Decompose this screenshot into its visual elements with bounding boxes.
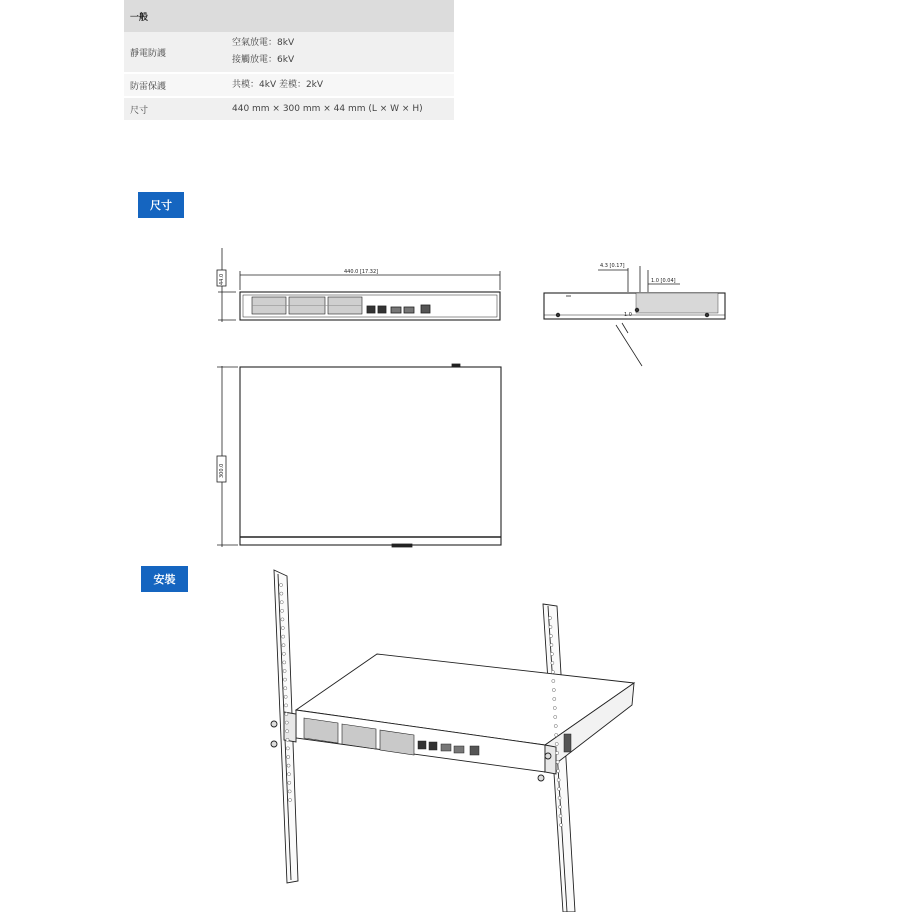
rack-hole bbox=[549, 625, 552, 628]
rack-hole bbox=[548, 616, 551, 619]
dim-front-width: 440.0 [17.32] bbox=[344, 269, 379, 275]
rack-hole bbox=[555, 733, 558, 736]
rack-hole bbox=[280, 609, 283, 612]
spec-table-header: 一般 bbox=[124, 0, 454, 32]
rack-hole bbox=[288, 790, 291, 793]
section-label-installation: 安裝 bbox=[141, 566, 188, 592]
rack-hole bbox=[549, 634, 552, 637]
rack-hole bbox=[552, 688, 555, 691]
rack-hole bbox=[557, 787, 560, 790]
rack-hole bbox=[284, 704, 287, 707]
top-view bbox=[217, 364, 501, 547]
spec-label: 尺寸 bbox=[124, 98, 226, 120]
rack-hole bbox=[552, 679, 555, 682]
rack-hole bbox=[279, 583, 282, 586]
rack-hole bbox=[284, 695, 287, 698]
rack-hole bbox=[556, 760, 559, 763]
rack-hole bbox=[287, 755, 290, 758]
rack-hole bbox=[282, 635, 285, 638]
rack-hole bbox=[287, 764, 290, 767]
rack-hole bbox=[282, 652, 285, 655]
rack-hole bbox=[558, 805, 561, 808]
dim-side-offset-b: 1.0 [0.04] bbox=[651, 278, 676, 284]
dim-front-height: 44.0 bbox=[219, 273, 225, 285]
rack-hole bbox=[551, 670, 554, 673]
side-view bbox=[544, 266, 725, 366]
rack-hole bbox=[550, 652, 553, 655]
rack-hole bbox=[284, 687, 287, 690]
rack-hole bbox=[555, 742, 558, 745]
spec-value: 440 mm × 300 mm × 44 mm (L × W × H) bbox=[226, 98, 454, 120]
dim-side-offset-a: 4.3 [0.17] bbox=[600, 263, 625, 269]
rack-hole bbox=[554, 724, 557, 727]
rack-hole bbox=[280, 601, 283, 604]
rack-hole bbox=[280, 592, 283, 595]
rack-hole bbox=[287, 773, 290, 776]
rack-hole bbox=[283, 661, 286, 664]
spec-value-line: 接觸放電：6kV bbox=[232, 55, 295, 65]
rack-hole bbox=[556, 751, 559, 754]
installation-illustration bbox=[271, 570, 634, 912]
rack-hole bbox=[286, 730, 289, 733]
rack-hole bbox=[554, 715, 557, 718]
rack-hole bbox=[559, 823, 562, 826]
rack-hole bbox=[283, 678, 286, 681]
spec-label: 防雷保護 bbox=[124, 74, 226, 96]
rack-hole bbox=[288, 781, 291, 784]
rack-hole bbox=[553, 706, 556, 709]
rack-hole bbox=[285, 712, 288, 715]
rack-hole bbox=[558, 796, 561, 799]
rack-hole bbox=[281, 618, 284, 621]
rack-hole bbox=[559, 814, 562, 817]
dim-depth: 300.0 bbox=[219, 463, 225, 478]
rack-hole bbox=[283, 669, 286, 672]
rack-hole bbox=[557, 778, 560, 781]
rack-hole bbox=[282, 644, 285, 647]
front-view bbox=[217, 248, 500, 322]
spec-value-line: 空氣放電：8kV bbox=[232, 38, 295, 48]
rack-hole bbox=[286, 738, 289, 741]
rack-hole bbox=[285, 721, 288, 724]
rack-hole bbox=[553, 697, 556, 700]
rack-hole bbox=[551, 661, 554, 664]
spec-value: 共模：4kV 差模：2kV bbox=[226, 74, 454, 96]
spec-label: 靜電防護 bbox=[124, 32, 226, 72]
section-label-dimensions: 尺寸 bbox=[138, 192, 184, 218]
rack-hole bbox=[557, 769, 560, 772]
rack-hole bbox=[288, 798, 291, 801]
dim-side-small: 1.0 bbox=[624, 312, 632, 318]
rack-hole bbox=[281, 626, 284, 629]
rack-hole bbox=[550, 643, 553, 646]
rack-hole bbox=[286, 747, 289, 750]
